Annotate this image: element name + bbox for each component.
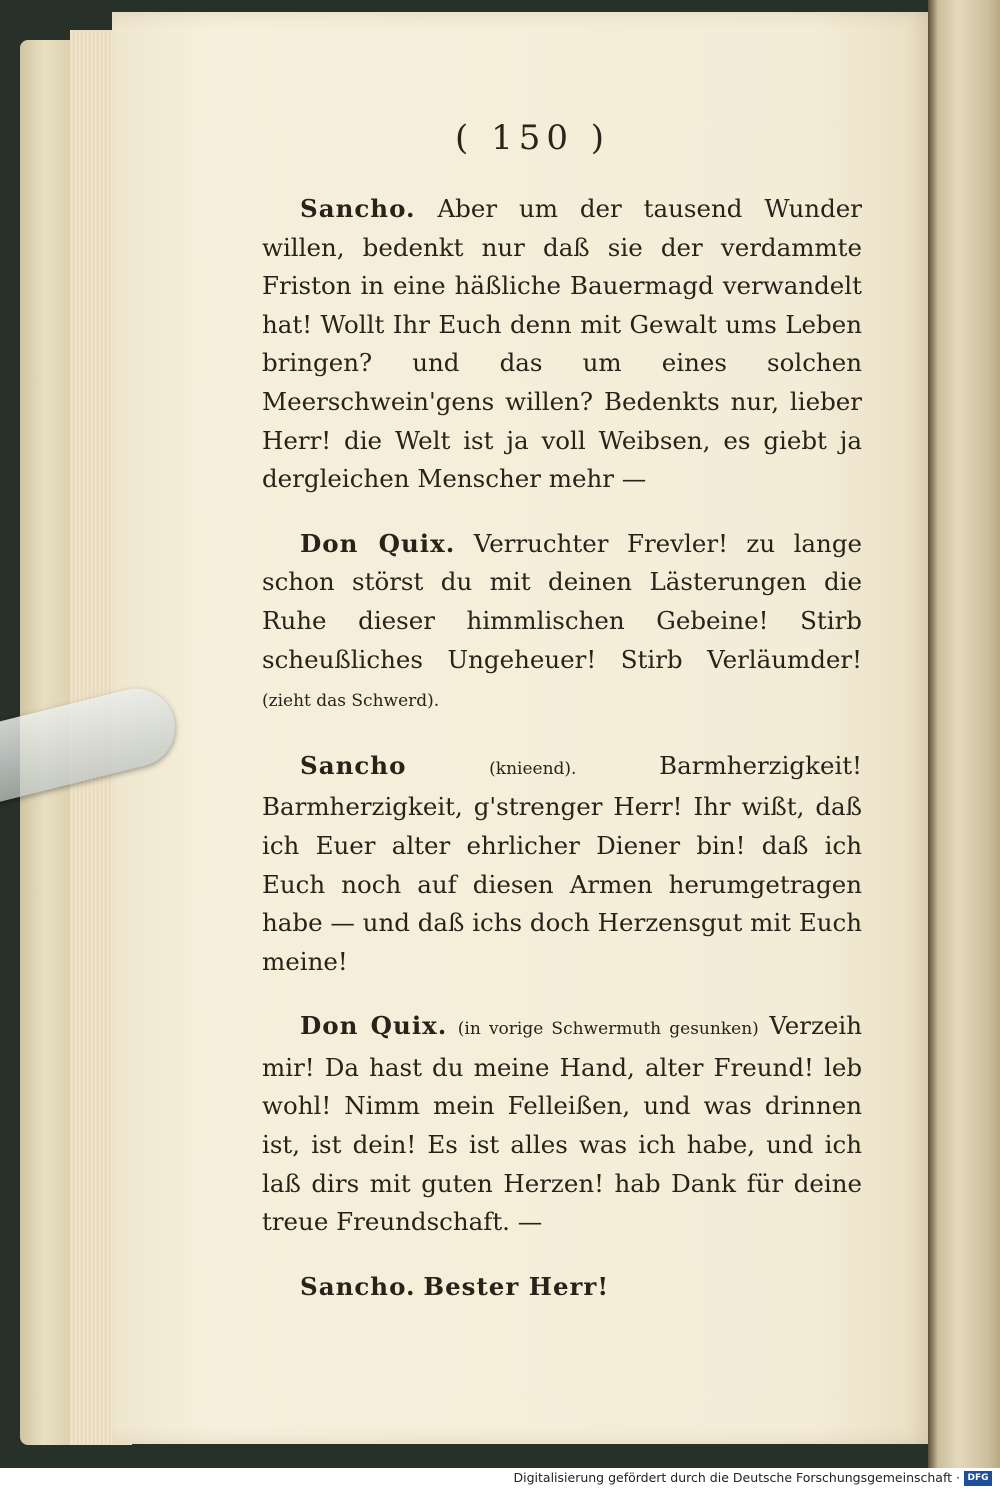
- speaker-name: Don Quix.: [300, 528, 456, 558]
- page-number: ( 150 ): [455, 118, 611, 158]
- footer-bar: [0, 1468, 1000, 1491]
- paragraph-text: Verzeih mir! Da hast du meine Hand, alter Freund! leb wohl! Nimm mein Felleißen, und was drinnen ist, ist dein! Es ist alles was ich habe, und ich laß dirs mit guten Herzen! hab Dank für deine treue Freundschaft. —: [262, 1011, 862, 1237]
- paragraph-3: [262, 747, 862, 982]
- funding-notice: Digitalisierung gefördert durch die Deutsche Forschungsgemeinschaft ·: [513, 1470, 960, 1485]
- paragraph-text: Bester Herr!: [423, 1271, 610, 1301]
- paragraph-5: [262, 1268, 862, 1307]
- dfg-logo: DFG: [964, 1471, 992, 1486]
- page-text: [262, 190, 862, 1332]
- facing-page-edge: [928, 0, 1000, 1468]
- paragraph-text: Barmherzigkeit! Barmherzigkeit, g'strenger Herr! Ihr wißt, daß ich Euer alter ehrlicher Diener bin! daß ich Euch noch auf diesen Armen herumgetragen habe — und daß ichs doch Herzensgut mit Euch meine!: [262, 750, 862, 976]
- speaker-name: Sancho: [300, 750, 407, 780]
- paragraph-text: Verruchter Frevler! zu lange schon störst du mit deinen Lästerungen die Ruhe dieser himmlischen Gebeine! Stirb scheußliches Ungeheuer! Stirb Verläumder!: [262, 528, 863, 674]
- speaker-name: Don Quix.: [300, 1011, 448, 1041]
- speaker-name: Sancho.: [300, 1271, 416, 1301]
- paragraph-1: [262, 190, 862, 499]
- paragraph-text: Aber um der tausend Wunder willen, bedenkt nur daß sie der verdammte Friston in eine häßliche Bauermagd verwandelt hat! Wollt Ihr Euch denn mit Gewalt ums Leben bringen? und das um eines solchen Meerschwein'gens willen? Bedenkts nur, lieber Herr! die Welt ist ja voll Weibsen, es giebt ja dergleichen Menscher mehr —: [262, 194, 862, 494]
- stage-direction: (zieht das Schwerd).: [262, 691, 440, 712]
- stage-direction: (in vorige Schwermuth gesunken): [457, 1019, 759, 1040]
- stage-direction: (knieend).: [489, 758, 577, 779]
- paragraph-2: [262, 525, 862, 721]
- paragraph-4: [262, 1007, 862, 1242]
- speaker-name: Sancho.: [300, 194, 416, 223]
